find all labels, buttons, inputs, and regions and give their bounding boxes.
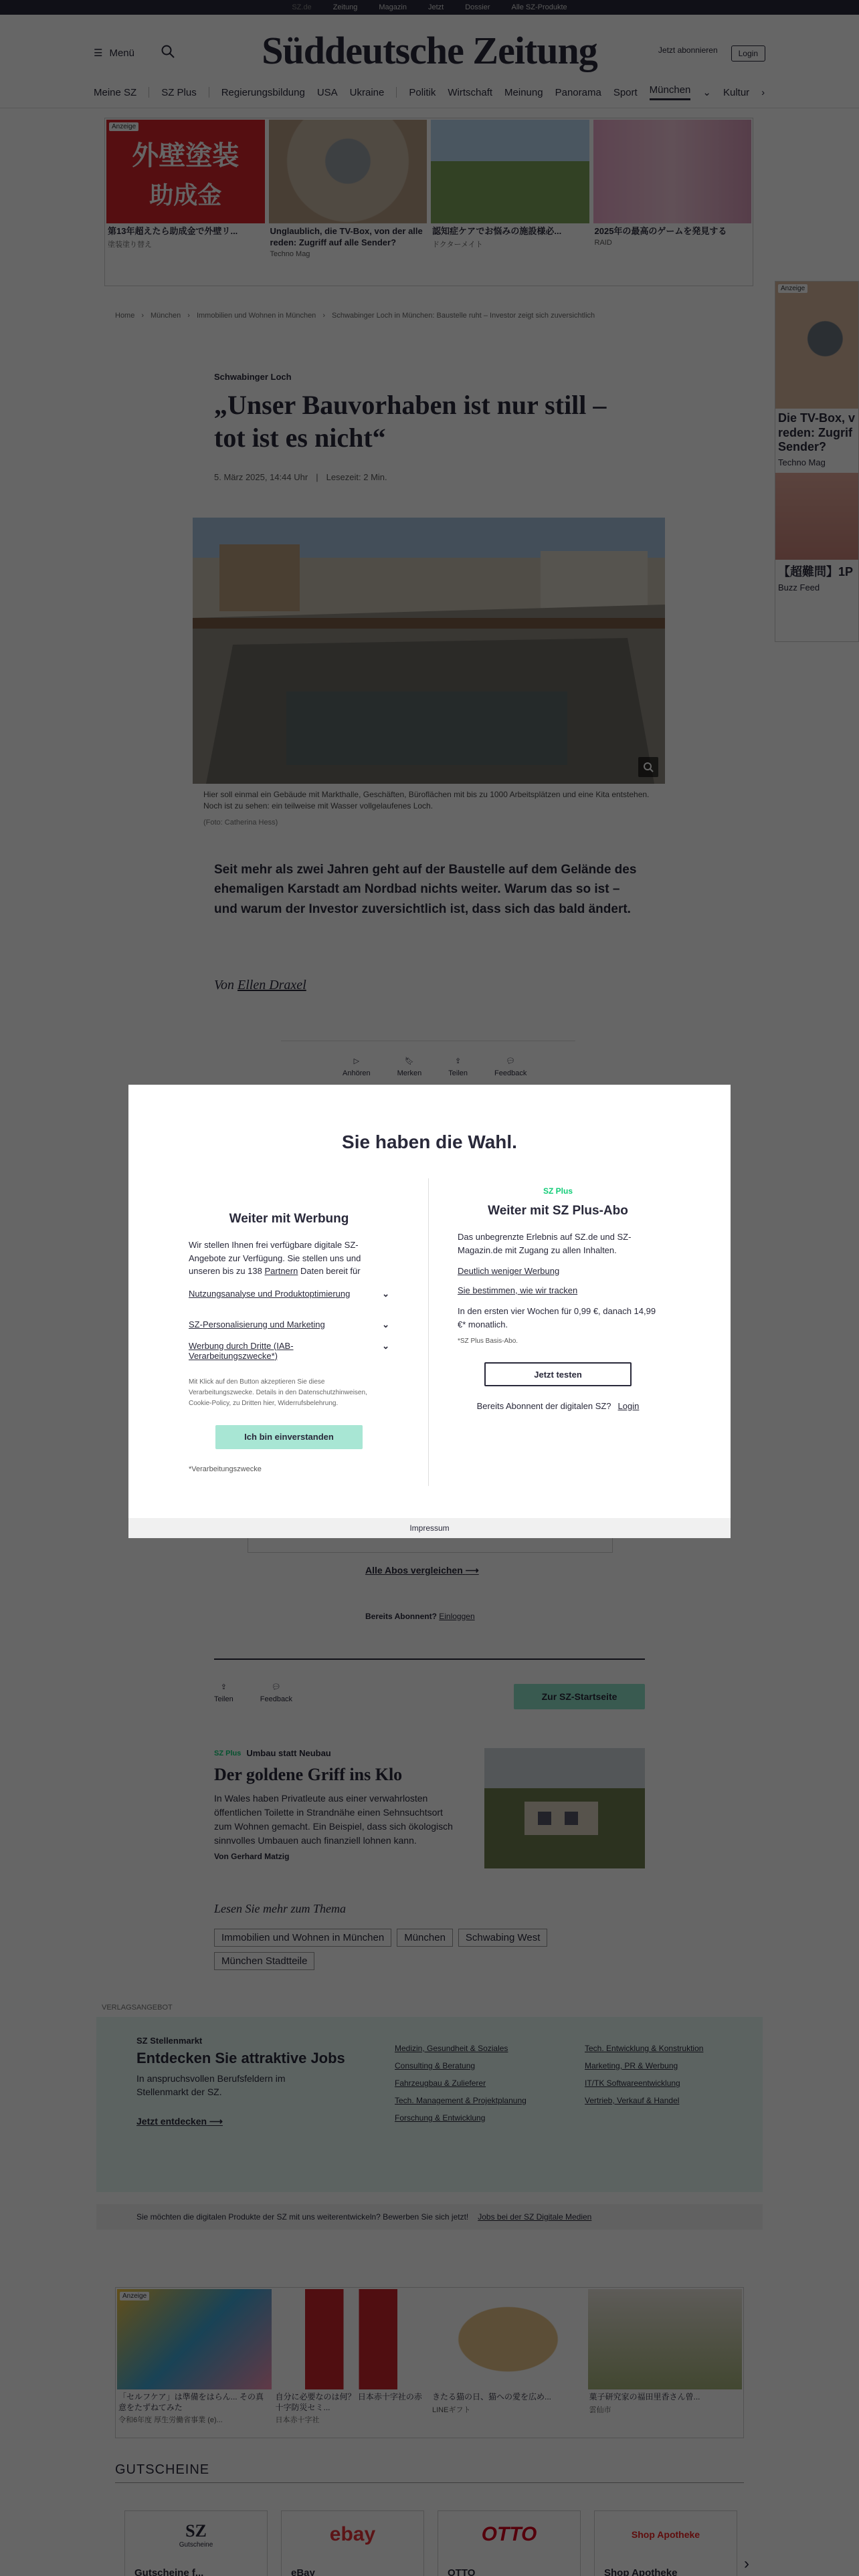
ads-option-title: Weiter mit Werbung — [229, 1212, 349, 1226]
ads-option-text-part: Wir stellen Ihnen frei verfügbare digitale SZ-Angebote zur Verfügung. Sie stellen uns und unseren bis zu 138 — [189, 1240, 361, 1276]
partners-link[interactable]: Partnern — [264, 1266, 298, 1276]
ads-option-text-part: Daten bereit für — [300, 1266, 361, 1276]
less-ads-link[interactable]: Deutlich weniger Werbung — [458, 1266, 560, 1276]
agree-button[interactable]: Ich bin einverstanden — [215, 1425, 363, 1449]
plus-option-text: Das unbegrenzte Erlebnis auf SZ.de und SZ-Magazin.de mit Zugang zu allen Inhalten. — [458, 1232, 632, 1255]
chevron-down-icon: ⌄ — [382, 1340, 389, 1351]
purpose-accordion[interactable] — [189, 1319, 389, 1330]
plus-price: In den ersten vier Wochen für 0,99 €, danach 14,99 €* monatlich. — [458, 1306, 656, 1329]
purpose-accordion[interactable] — [189, 1341, 389, 1361]
purposes-footnote: *Verarbeitungszwecke — [189, 1465, 262, 1473]
subscriber-login — [458, 1401, 658, 1411]
purpose-label: Nutzungsanalyse und Produktoptimierung — [189, 1288, 351, 1299]
purpose-label: SZ-Personalisierung und Marketing — [189, 1319, 325, 1329]
ads-option — [189, 1178, 389, 1473]
sz-plus-logo: SZ Plus — [543, 1186, 573, 1196]
modal-divider — [428, 1178, 429, 1486]
subscriber-question: Bereits Abonnent der digitalen SZ? — [476, 1401, 611, 1411]
purpose-accordion[interactable] — [189, 1289, 389, 1299]
plus-footnote: *SZ Plus Basis-Abo. — [458, 1337, 518, 1345]
chevron-down-icon: ⌄ — [382, 1319, 389, 1329]
consent-modal — [128, 1085, 731, 1538]
plus-option-title: Weiter mit SZ Plus-Abo — [488, 1204, 628, 1218]
chevron-down-icon: ⌄ — [382, 1288, 389, 1299]
impressum-link[interactable]: Impressum — [128, 1518, 731, 1538]
tracking-link[interactable]: Sie bestimmen, wie wir tracken — [458, 1285, 578, 1295]
try-plus-button[interactable]: Jetzt testen — [484, 1362, 632, 1386]
consent-fine-print: Mit Klick auf den Button akzeptieren Sie diese Verarbeitungszwecke. Details in den Datenschutzhinweisen, Cookie-Policy, zu Dritten hier, Widerrufsbelehrung. — [189, 1378, 367, 1407]
modal-title: Sie haben die Wahl. — [342, 1132, 517, 1152]
plus-option — [458, 1178, 658, 1411]
purpose-label: Werbung durch Dritte (IAB-Verarbeitungszwecke*) — [189, 1340, 294, 1361]
subscriber-login-link[interactable]: Login — [617, 1401, 640, 1411]
ads-option-text — [189, 1239, 389, 1278]
